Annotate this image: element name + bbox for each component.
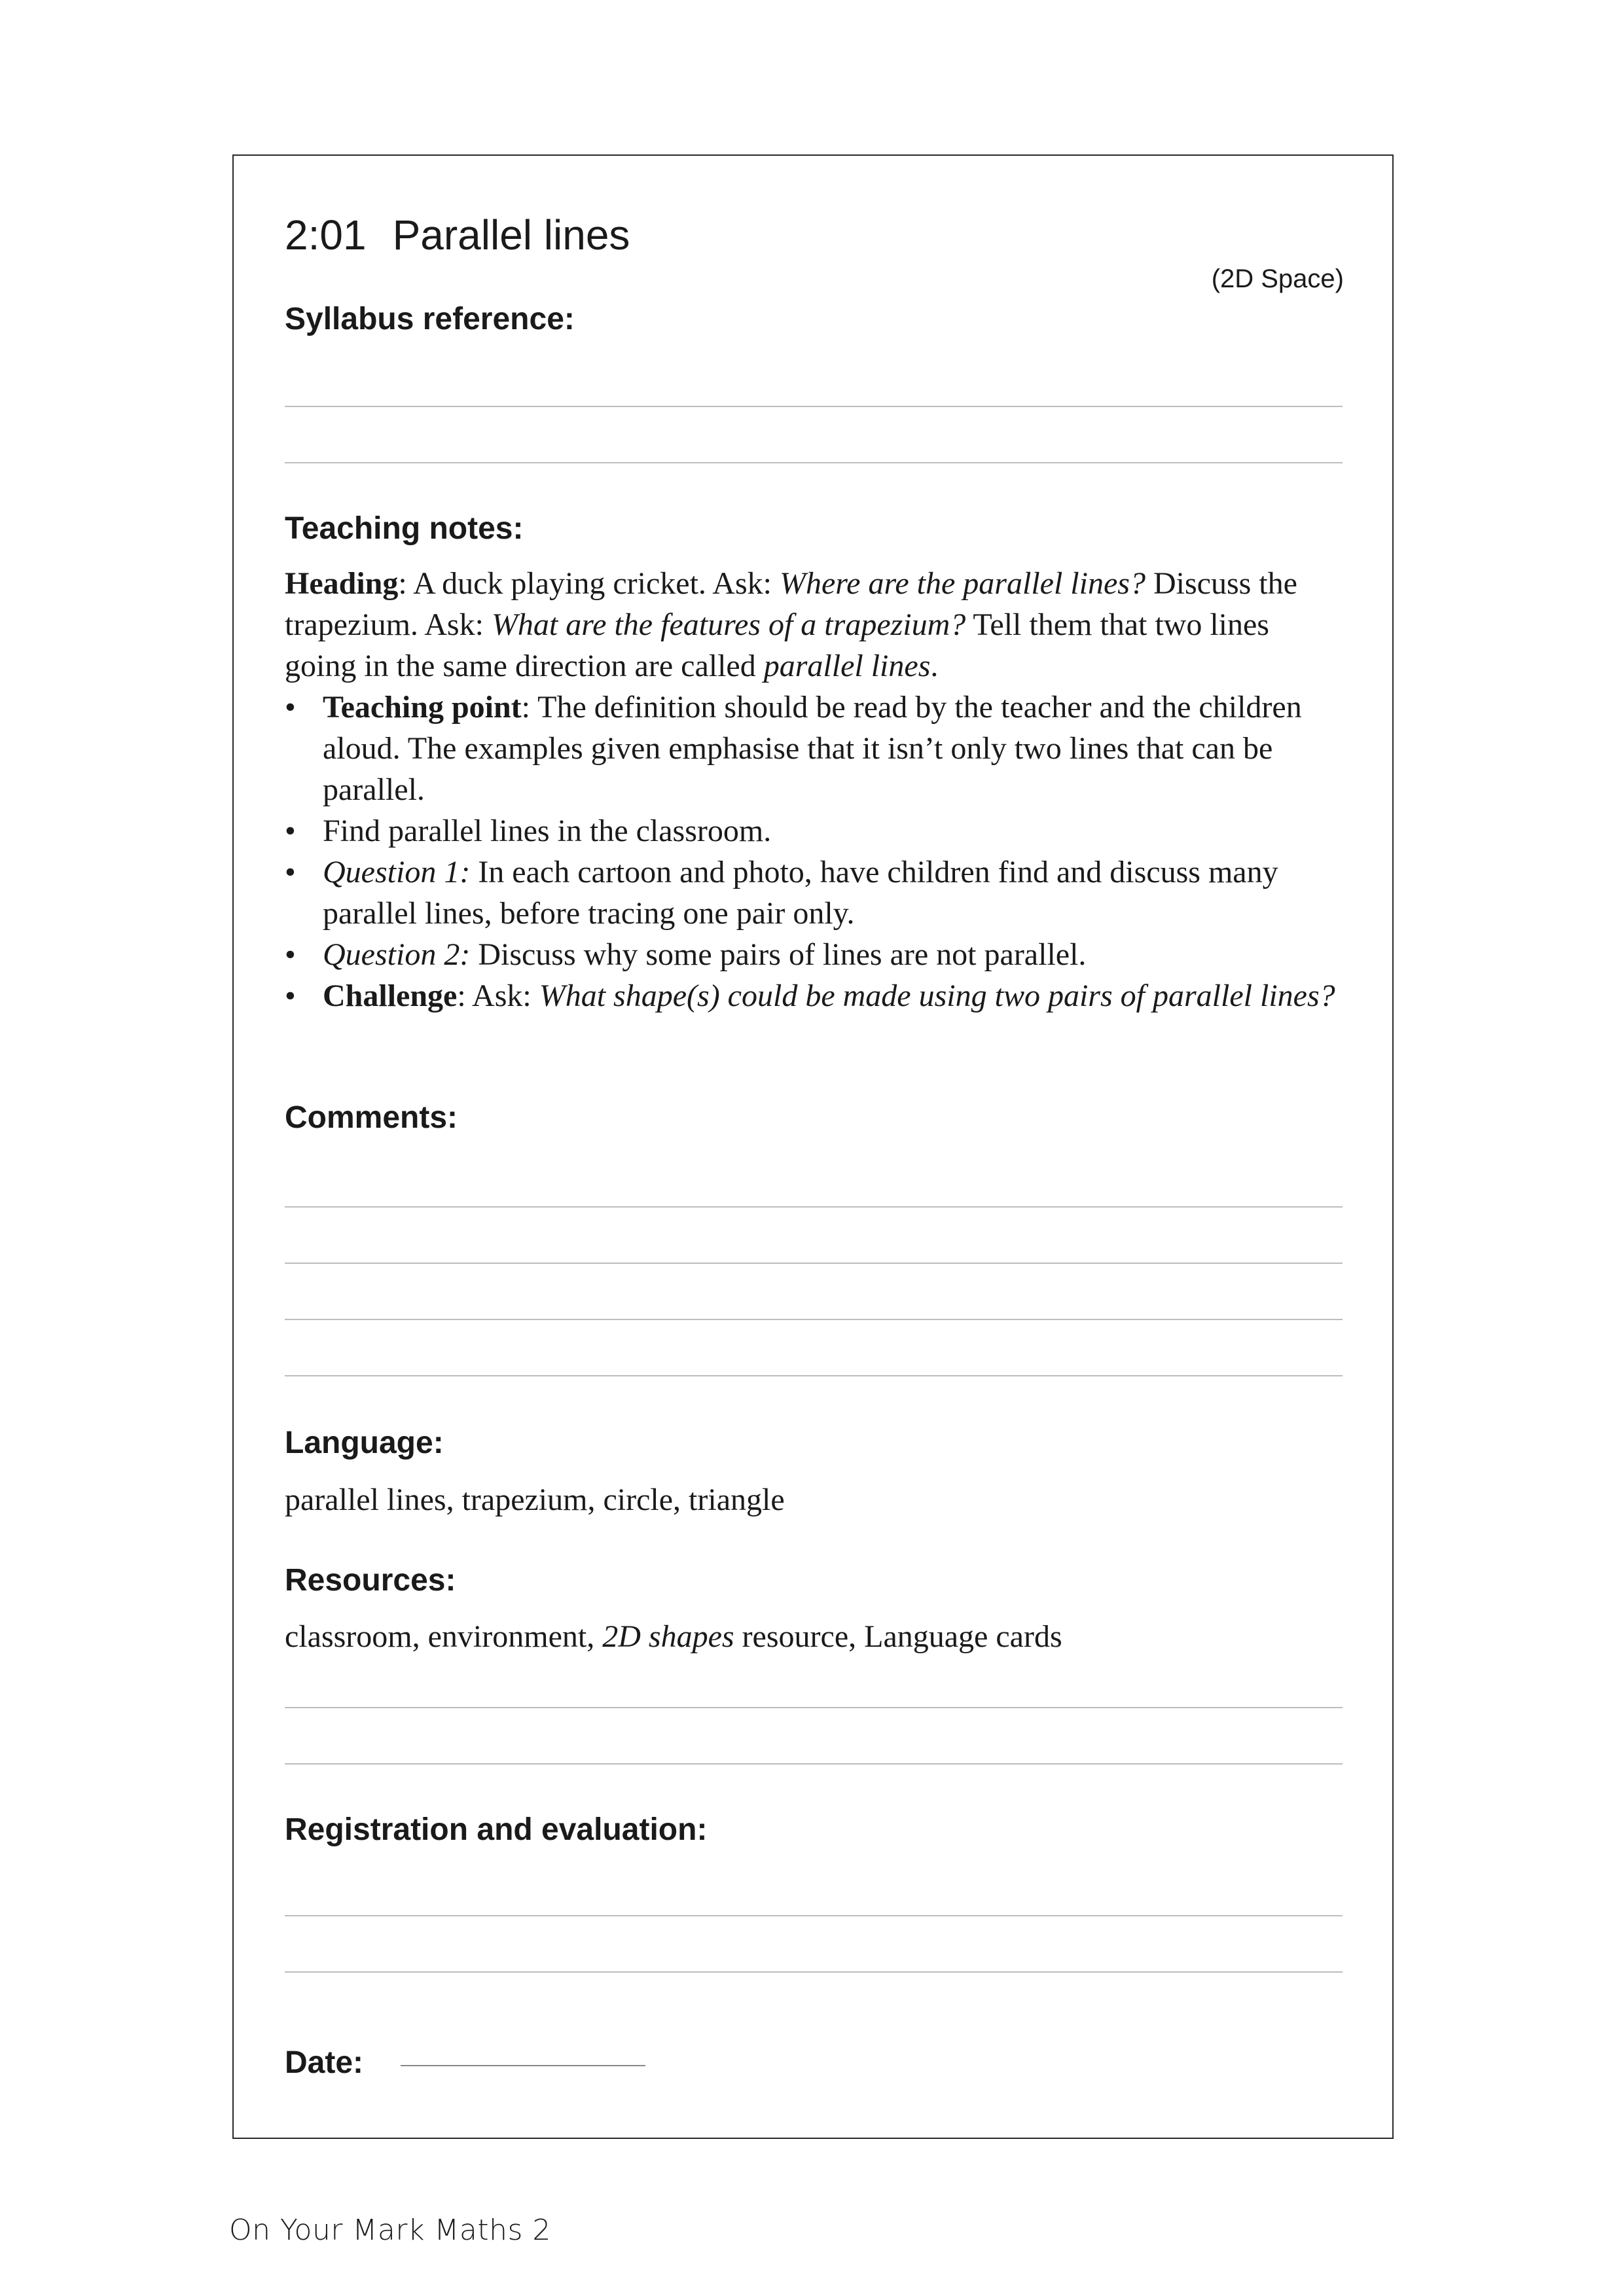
list-item bbox=[285, 975, 1348, 1016]
language-text: parallel lines, trapezium, circle, triangle bbox=[285, 1482, 785, 1517]
intro-text: . bbox=[930, 649, 939, 683]
bullet-bold-label: Challenge bbox=[323, 978, 458, 1013]
bullet-text: : Ask: bbox=[457, 978, 539, 1013]
language-heading: Language: bbox=[285, 1426, 444, 1460]
lesson-title: Parallel lines bbox=[392, 211, 630, 259]
resources-italic: 2D shapes bbox=[602, 1619, 734, 1654]
syllabus-reference-heading: Syllabus reference: bbox=[285, 302, 575, 336]
bullet-question-label: Question 2: bbox=[323, 937, 471, 972]
intro-term: parallel lines bbox=[763, 649, 931, 683]
comments-writing-line[interactable] bbox=[285, 1319, 1343, 1320]
list-item bbox=[285, 934, 1348, 975]
intro-heading-label: Heading bbox=[285, 566, 399, 601]
resources-writing-line[interactable] bbox=[285, 1707, 1343, 1708]
intro-text: : A duck playing cricket. Ask: bbox=[398, 566, 780, 601]
registration-writing-line[interactable] bbox=[285, 1971, 1343, 1973]
strand-label: (2D Space) bbox=[1211, 264, 1344, 293]
date-writing-line[interactable] bbox=[401, 2065, 645, 2066]
intro-question: Where are the parallel lines? bbox=[779, 566, 1146, 601]
intro-text: Tell them that two lines going in the same direction are called bbox=[285, 607, 1269, 683]
resources-text bbox=[285, 1619, 1062, 1655]
registration-writing-line[interactable] bbox=[285, 1915, 1343, 1916]
intro-question: What are the features of a trapezium? bbox=[491, 607, 966, 642]
bullet-text: Find parallel lines in the classroom. bbox=[323, 814, 772, 848]
syllabus-writing-line[interactable] bbox=[285, 462, 1343, 463]
bullet-question-label: Question 1: bbox=[323, 855, 471, 889]
comments-writing-line[interactable] bbox=[285, 1206, 1343, 1208]
bullet-bold-label: Teaching point bbox=[323, 690, 522, 725]
resources-writing-line[interactable] bbox=[285, 1763, 1343, 1765]
footer-book-title: On Your Mark Maths 2 bbox=[229, 2214, 551, 2247]
syllabus-writing-line[interactable] bbox=[285, 406, 1343, 407]
bullet-question: What shape(s) could be made using two pairs of parallel lines? bbox=[539, 978, 1335, 1013]
teaching-notes-intro bbox=[285, 563, 1348, 687]
comments-heading: Comments: bbox=[285, 1100, 458, 1135]
bullet-text: : The definition should be read by the teacher and the children aloud. The examples given emphasise that it isn’t only two lines that can be parallel. bbox=[323, 690, 1302, 807]
teaching-notes-body bbox=[285, 563, 1348, 1016]
list-item bbox=[285, 852, 1348, 934]
date-label: Date: bbox=[285, 2045, 364, 2080]
registration-heading: Registration and evaluation: bbox=[285, 1812, 708, 1847]
comments-writing-line[interactable] bbox=[285, 1375, 1343, 1376]
resources-text-part: resource, Language cards bbox=[734, 1619, 1062, 1654]
bullet-text: Discuss why some pairs of lines are not parallel. bbox=[470, 937, 1087, 972]
lesson-number: 2:01 bbox=[285, 211, 367, 259]
list-item bbox=[285, 810, 1348, 852]
teaching-notes-heading: Teaching notes: bbox=[285, 511, 524, 546]
resources-text-part: classroom, environment, bbox=[285, 1619, 603, 1654]
comments-writing-line[interactable] bbox=[285, 1263, 1343, 1264]
list-item bbox=[285, 687, 1348, 810]
resources-heading: Resources: bbox=[285, 1563, 456, 1598]
bullet-text: In each cartoon and photo, have children find and discuss many parallel lines, before tracing one pair only. bbox=[323, 855, 1278, 931]
teaching-notes-list bbox=[285, 687, 1348, 1016]
intro-text: Discuss the trapezium. Ask: bbox=[285, 566, 1297, 642]
lesson-title-row bbox=[285, 211, 630, 259]
